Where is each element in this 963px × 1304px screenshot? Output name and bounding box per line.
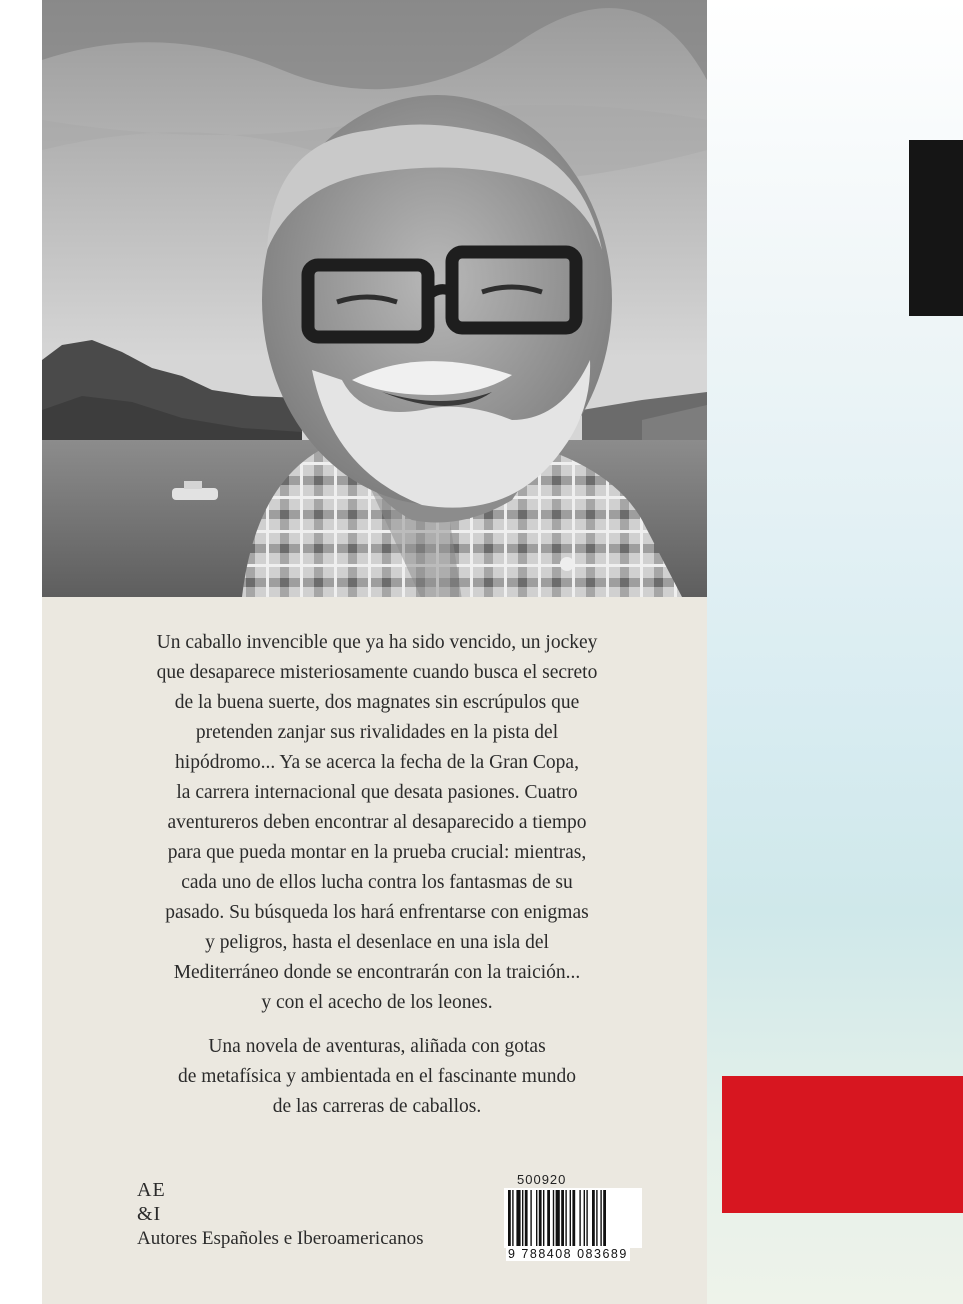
barcode-bar — [561, 1190, 564, 1246]
spine-dark-strip — [909, 140, 963, 316]
publisher-logo-line-1: AE — [137, 1179, 166, 1201]
barcode-bar — [603, 1190, 606, 1246]
synopsis-line: pretenden zanjar sus rivalidades en la pista del — [195, 722, 559, 743]
spine-edge — [707, 0, 963, 1304]
synopsis-line: aventureros deben encontrar al desaparecido a tiempo — [167, 812, 587, 833]
barcode-code: 500920 — [517, 1172, 567, 1187]
barcode-bar — [516, 1190, 520, 1246]
synopsis-line: y con el acecho de los leones. — [261, 992, 493, 1013]
barcode-bar — [556, 1190, 560, 1246]
barcode-bar — [565, 1190, 566, 1246]
synopsis-line: Una novela de aventuras, aliñada con gotas — [208, 1036, 546, 1057]
barcode-bar — [530, 1190, 531, 1246]
publisher-logo — [137, 1178, 166, 1226]
barcode-bar — [586, 1190, 587, 1246]
synopsis-line: Un caballo invencible que ya ha sido vencido, un jockey — [156, 632, 598, 653]
synopsis — [122, 628, 632, 1122]
barcode-bar — [547, 1190, 550, 1246]
synopsis-line: de la buena suerte, dos magnates sin escrúpulos que — [174, 692, 580, 713]
isbn-number: 9 788408 083689 — [508, 1247, 628, 1261]
barcode-bar — [592, 1190, 595, 1246]
barcode-bar — [539, 1190, 542, 1246]
author-photo — [42, 0, 707, 597]
synopsis-line: de metafísica y ambientada en el fascinante mundo — [178, 1066, 576, 1087]
spine-red-band — [722, 1076, 963, 1213]
barcode-bar — [570, 1190, 571, 1246]
barcode-bar — [508, 1190, 511, 1246]
barcode-bar — [522, 1190, 523, 1246]
synopsis-line: de las carreras de caballos. — [272, 1096, 482, 1117]
barcode-bar — [536, 1190, 537, 1246]
synopsis-line: para que pueda montar en la prueba crucial: mientras, — [167, 842, 587, 863]
synopsis-paragraph-2 — [122, 1032, 632, 1122]
synopsis-line: Mediterráneo donde se encontrarán con la traición... — [173, 962, 581, 983]
synopsis-line: pasado. Su búsqueda los hará enfrentarse con enigmas — [165, 902, 589, 923]
publisher-logo-line-2: &I — [137, 1203, 162, 1225]
barcode-bar — [600, 1190, 601, 1246]
synopsis-line: y peligros, hasta el desenlace en una isla del — [205, 932, 549, 953]
back-cover — [42, 0, 707, 1304]
left-edge — [0, 0, 42, 1304]
synopsis-line: la carrera internacional que desata pasiones. Cuatro — [176, 782, 578, 803]
barcode-icon — [504, 1188, 642, 1248]
barcode-bar — [512, 1190, 513, 1246]
barcode-bar — [525, 1190, 528, 1246]
synopsis-line: que desaparece misteriosamente cuando busca el secreto — [156, 662, 598, 683]
publisher-name: Autores Españoles e Iberoamericanos — [137, 1228, 424, 1249]
synopsis-line: cada uno de ellos lucha contra los fantasmas de su — [181, 872, 573, 893]
barcode-bar — [553, 1190, 554, 1246]
barcode-bar — [579, 1190, 580, 1246]
barcode-bar — [584, 1190, 585, 1246]
barcode-bar — [543, 1190, 544, 1246]
barcode-bar — [572, 1190, 575, 1246]
barcode-bar — [596, 1190, 597, 1246]
synopsis-line: hipódromo... Ya se acerca la fecha de la Gran Copa, — [175, 752, 579, 773]
synopsis-paragraph-1 — [122, 628, 632, 1018]
